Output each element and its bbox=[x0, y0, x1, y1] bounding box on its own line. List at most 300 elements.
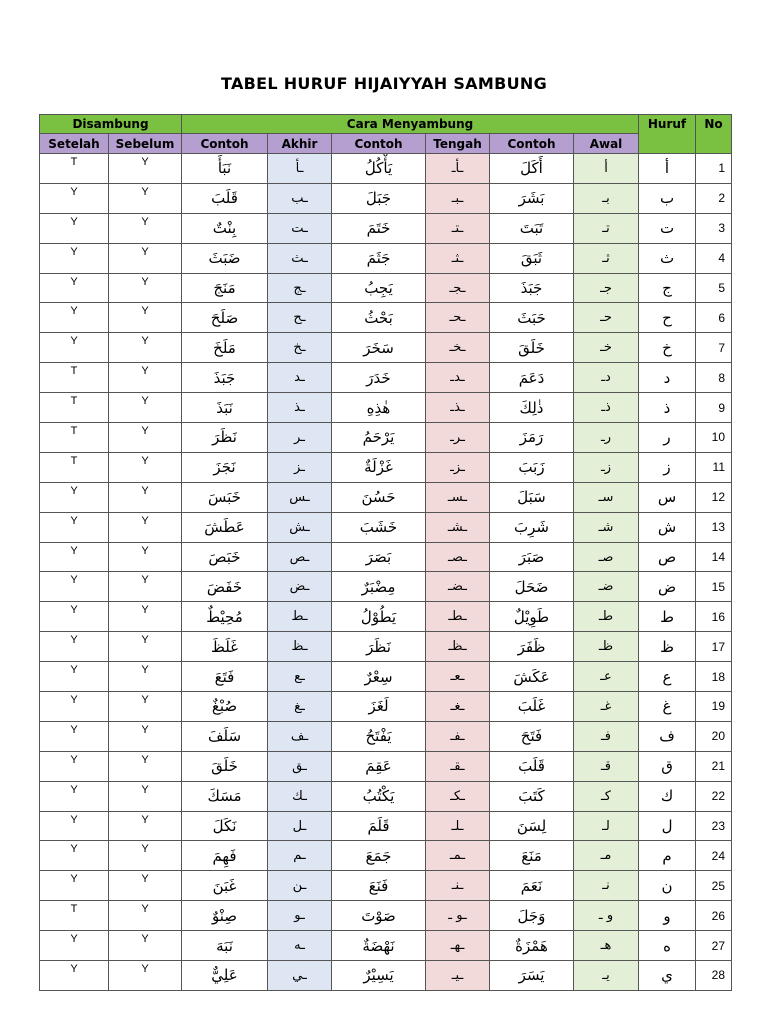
cell-sebelum: Y bbox=[109, 662, 182, 692]
cell-contoh-akhir: مُحِيْطٌ bbox=[182, 602, 268, 632]
cell-contoh-awal: ظَفَرَ bbox=[490, 632, 574, 662]
cell-awal: شـ bbox=[574, 512, 639, 542]
cell-tengah: ـقـ bbox=[426, 751, 490, 781]
cell-sebelum: Y bbox=[109, 512, 182, 542]
cell-tengah: ـو ـ bbox=[426, 901, 490, 931]
cell-awal: ثـ bbox=[574, 243, 639, 273]
cell-awal: نـ bbox=[574, 871, 639, 901]
cell-no: 12 bbox=[696, 482, 732, 512]
cell-setelah: Y bbox=[40, 542, 109, 572]
cell-no: 26 bbox=[696, 901, 732, 931]
cell-setelah: Y bbox=[40, 781, 109, 811]
cell-setelah: Y bbox=[40, 512, 109, 542]
cell-sebelum: Y bbox=[109, 363, 182, 393]
cell-sebelum: Y bbox=[109, 632, 182, 662]
cell-awal: مـ bbox=[574, 841, 639, 871]
cell-no: 6 bbox=[696, 303, 732, 333]
header-huruf: Huruf bbox=[639, 115, 696, 154]
cell-akhir: ـو bbox=[268, 901, 332, 931]
cell-contoh-akhir: نَبَذَ bbox=[182, 393, 268, 423]
cell-contoh-tengah: صَوْتَ bbox=[332, 901, 426, 931]
cell-contoh-awal: عَكَشَ bbox=[490, 662, 574, 692]
cell-awal: فـ bbox=[574, 721, 639, 751]
cell-awal: و ـ bbox=[574, 901, 639, 931]
table-row bbox=[40, 632, 732, 662]
cell-no: 13 bbox=[696, 512, 732, 542]
cell-akhir: ـح bbox=[268, 303, 332, 333]
cell-tengah: ـيـ bbox=[426, 961, 490, 991]
cell-tengah: ـكـ bbox=[426, 781, 490, 811]
cell-no: 16 bbox=[696, 602, 732, 632]
cell-contoh-awal: كَتَبَ bbox=[490, 781, 574, 811]
cell-contoh-akhir: صِنْوٌ bbox=[182, 901, 268, 931]
cell-contoh-awal: ثَبَقَ bbox=[490, 243, 574, 273]
cell-akhir: ـذ bbox=[268, 393, 332, 423]
cell-contoh-tengah: عَقِمَ bbox=[332, 751, 426, 781]
cell-tengah: ـزـ bbox=[426, 452, 490, 482]
cell-setelah: Y bbox=[40, 303, 109, 333]
table-row bbox=[40, 452, 732, 482]
cell-huruf: ر bbox=[639, 423, 696, 453]
cell-tengah: ـضـ bbox=[426, 572, 490, 602]
cell-no: 25 bbox=[696, 871, 732, 901]
cell-tengah: ـنـ bbox=[426, 871, 490, 901]
cell-contoh-akhir: غَبَنَ bbox=[182, 871, 268, 901]
cell-huruf: ص bbox=[639, 542, 696, 572]
cell-no: 17 bbox=[696, 632, 732, 662]
cell-contoh-tengah: سِعْرٌ bbox=[332, 662, 426, 692]
cell-awal: تـ bbox=[574, 213, 639, 243]
cell-sebelum: Y bbox=[109, 542, 182, 572]
cell-tengah: ـغـ bbox=[426, 692, 490, 722]
cell-contoh-akhir: نَظَرَ bbox=[182, 423, 268, 453]
table-row bbox=[40, 662, 732, 692]
cell-akhir: ـأ bbox=[268, 154, 332, 184]
cell-contoh-tengah: فَنَعَ bbox=[332, 871, 426, 901]
cell-huruf: ض bbox=[639, 572, 696, 602]
cell-contoh-akhir: مَسَكَ bbox=[182, 781, 268, 811]
cell-huruf: ث bbox=[639, 243, 696, 273]
cell-sebelum: Y bbox=[109, 423, 182, 453]
cell-akhir: ـج bbox=[268, 273, 332, 303]
cell-awal: يـ bbox=[574, 961, 639, 991]
cell-contoh-tengah: يَجِبُ bbox=[332, 273, 426, 303]
cell-akhir: ـث bbox=[268, 243, 332, 273]
cell-setelah: T bbox=[40, 901, 109, 931]
cell-setelah: Y bbox=[40, 183, 109, 213]
cell-akhir: ـخ bbox=[268, 333, 332, 363]
cell-tengah: ـبـ bbox=[426, 183, 490, 213]
cell-awal: ذـ bbox=[574, 393, 639, 423]
cell-sebelum: Y bbox=[109, 213, 182, 243]
cell-sebelum: Y bbox=[109, 751, 182, 781]
cell-contoh-akhir: قَلَبَ bbox=[182, 183, 268, 213]
table-row bbox=[40, 183, 732, 213]
cell-huruf: ي bbox=[639, 961, 696, 991]
cell-setelah: T bbox=[40, 363, 109, 393]
cell-no: 21 bbox=[696, 751, 732, 781]
cell-akhir: ـك bbox=[268, 781, 332, 811]
table-row bbox=[40, 781, 732, 811]
cell-contoh-akhir: سَلَفَ bbox=[182, 721, 268, 751]
cell-contoh-awal: رَمَزَ bbox=[490, 423, 574, 453]
cell-tengah: ـأـ bbox=[426, 154, 490, 184]
cell-huruf: غ bbox=[639, 692, 696, 722]
cell-sebelum: Y bbox=[109, 692, 182, 722]
cell-setelah: T bbox=[40, 393, 109, 423]
cell-no: 7 bbox=[696, 333, 732, 363]
header-tengah: Tengah bbox=[426, 134, 490, 154]
cell-no: 9 bbox=[696, 393, 732, 423]
table-row bbox=[40, 721, 732, 751]
cell-akhir: ـم bbox=[268, 841, 332, 871]
cell-huruf: ف bbox=[639, 721, 696, 751]
cell-huruf: ب bbox=[639, 183, 696, 213]
cell-setelah: Y bbox=[40, 662, 109, 692]
cell-contoh-awal: حَبَثَ bbox=[490, 303, 574, 333]
cell-no: 15 bbox=[696, 572, 732, 602]
page-title: TABEL HURUF HIJAIYYAH SAMBUNG bbox=[221, 74, 547, 93]
cell-awal: خـ bbox=[574, 333, 639, 363]
cell-no: 2 bbox=[696, 183, 732, 213]
cell-akhir: ـض bbox=[268, 572, 332, 602]
cell-contoh-awal: هَمْزَةٌ bbox=[490, 931, 574, 961]
cell-contoh-tengah: هٰذِهِ bbox=[332, 393, 426, 423]
cell-setelah: Y bbox=[40, 632, 109, 662]
cell-akhir: ـز bbox=[268, 452, 332, 482]
cell-sebelum: Y bbox=[109, 452, 182, 482]
cell-akhir: ـغ bbox=[268, 692, 332, 722]
cell-sebelum: Y bbox=[109, 931, 182, 961]
table-row bbox=[40, 871, 732, 901]
header-disambung: Disambung bbox=[40, 115, 182, 134]
cell-no: 4 bbox=[696, 243, 732, 273]
cell-contoh-awal: وَجَلَ bbox=[490, 901, 574, 931]
table-row bbox=[40, 273, 732, 303]
cell-contoh-tengah: مِضْبَرٌ bbox=[332, 572, 426, 602]
table-row bbox=[40, 393, 732, 423]
table-row bbox=[40, 423, 732, 453]
cell-akhir: ـل bbox=[268, 811, 332, 841]
cell-contoh-akhir: صَلَحَ bbox=[182, 303, 268, 333]
cell-tengah: ـظـ bbox=[426, 632, 490, 662]
cell-awal: دـ bbox=[574, 363, 639, 393]
cell-awal: بـ bbox=[574, 183, 639, 213]
cell-contoh-tengah: جَبَلَ bbox=[332, 183, 426, 213]
cell-awal: زـ bbox=[574, 452, 639, 482]
cell-contoh-awal: نَعَمَ bbox=[490, 871, 574, 901]
cell-contoh-tengah: خَشَبَ bbox=[332, 512, 426, 542]
cell-contoh-awal: شَرِبَ bbox=[490, 512, 574, 542]
cell-huruf: ط bbox=[639, 602, 696, 632]
cell-tengah: ـمـ bbox=[426, 841, 490, 871]
header-contoh-tengah: Contoh bbox=[332, 134, 426, 154]
cell-no: 24 bbox=[696, 841, 732, 871]
cell-no: 11 bbox=[696, 452, 732, 482]
cell-no: 14 bbox=[696, 542, 732, 572]
cell-sebelum: Y bbox=[109, 811, 182, 841]
cell-awal: سـ bbox=[574, 482, 639, 512]
cell-contoh-tengah: يَأْكُلُ bbox=[332, 154, 426, 184]
cell-contoh-tengah: جَثَمَ bbox=[332, 243, 426, 273]
cell-huruf: أ bbox=[639, 154, 696, 184]
cell-huruf: س bbox=[639, 482, 696, 512]
cell-contoh-akhir: نَجَزَ bbox=[182, 452, 268, 482]
cell-contoh-akhir: خَفَضَ bbox=[182, 572, 268, 602]
cell-contoh-tengah: نَظَرَ bbox=[332, 632, 426, 662]
cell-contoh-akhir: غَلَظَ bbox=[182, 632, 268, 662]
cell-huruf: ش bbox=[639, 512, 696, 542]
cell-setelah: Y bbox=[40, 751, 109, 781]
cell-contoh-akhir: عَلِيٌّ bbox=[182, 961, 268, 991]
cell-huruf: ج bbox=[639, 273, 696, 303]
header-contoh-akhir: Contoh bbox=[182, 134, 268, 154]
cell-no: 28 bbox=[696, 961, 732, 991]
cell-akhir: ـد bbox=[268, 363, 332, 393]
header-cara-menyambung: Cara Menyambung bbox=[182, 115, 639, 134]
cell-sebelum: Y bbox=[109, 602, 182, 632]
cell-tengah: ـجـ bbox=[426, 273, 490, 303]
cell-awal: جـ bbox=[574, 273, 639, 303]
cell-awal: غـ bbox=[574, 692, 639, 722]
cell-akhir: ـق bbox=[268, 751, 332, 781]
cell-awal: لـ bbox=[574, 811, 639, 841]
cell-sebelum: Y bbox=[109, 393, 182, 423]
cell-setelah: Y bbox=[40, 572, 109, 602]
cell-setelah: Y bbox=[40, 482, 109, 512]
cell-no: 18 bbox=[696, 662, 732, 692]
cell-sebelum: Y bbox=[109, 961, 182, 991]
cell-contoh-tengah: قَلَمَ bbox=[332, 811, 426, 841]
cell-setelah: Y bbox=[40, 692, 109, 722]
cell-contoh-akhir: ضَبَثَ bbox=[182, 243, 268, 273]
cell-contoh-awal: يَسَرَ bbox=[490, 961, 574, 991]
cell-contoh-awal: تَبَتَ bbox=[490, 213, 574, 243]
cell-tengah: ـسـ bbox=[426, 482, 490, 512]
cell-contoh-akhir: نَبَأَ bbox=[182, 154, 268, 184]
cell-sebelum: Y bbox=[109, 243, 182, 273]
cell-huruf: ت bbox=[639, 213, 696, 243]
cell-tengah: ـدـ bbox=[426, 363, 490, 393]
cell-contoh-awal: قَلَبَ bbox=[490, 751, 574, 781]
cell-setelah: Y bbox=[40, 273, 109, 303]
cell-akhir: ـي bbox=[268, 961, 332, 991]
cell-contoh-awal: لِسَنَ bbox=[490, 811, 574, 841]
cell-awal: أ bbox=[574, 154, 639, 184]
cell-contoh-tengah: خَتَمَ bbox=[332, 213, 426, 243]
cell-no: 22 bbox=[696, 781, 732, 811]
cell-contoh-akhir: جَبَذَ bbox=[182, 363, 268, 393]
cell-sebelum: Y bbox=[109, 841, 182, 871]
cell-no: 23 bbox=[696, 811, 732, 841]
cell-setelah: T bbox=[40, 154, 109, 184]
cell-contoh-tengah: يَطُوْلُ bbox=[332, 602, 426, 632]
cell-contoh-akhir: خَبَصَ bbox=[182, 542, 268, 572]
cell-contoh-akhir: مَنَجَ bbox=[182, 273, 268, 303]
header-akhir: Akhir bbox=[268, 134, 332, 154]
cell-tengah: ـطـ bbox=[426, 602, 490, 632]
cell-awal: ضـ bbox=[574, 572, 639, 602]
cell-setelah: Y bbox=[40, 213, 109, 243]
cell-contoh-tengah: يَفْتَحُ bbox=[332, 721, 426, 751]
cell-huruf: ك bbox=[639, 781, 696, 811]
cell-huruf: ق bbox=[639, 751, 696, 781]
table-row bbox=[40, 363, 732, 393]
table-row bbox=[40, 213, 732, 243]
cell-huruf: د bbox=[639, 363, 696, 393]
cell-contoh-awal: زَبَبَ bbox=[490, 452, 574, 482]
cell-huruf: ذ bbox=[639, 393, 696, 423]
cell-huruf: و bbox=[639, 901, 696, 931]
cell-sebelum: Y bbox=[109, 273, 182, 303]
cell-sebelum: Y bbox=[109, 482, 182, 512]
table-row bbox=[40, 602, 732, 632]
header-awal: Awal bbox=[574, 134, 639, 154]
cell-contoh-akhir: خَبَسَ bbox=[182, 482, 268, 512]
table-row bbox=[40, 811, 732, 841]
cell-tengah: ـحـ bbox=[426, 303, 490, 333]
cell-contoh-awal: خَلَقَ bbox=[490, 333, 574, 363]
cell-tengah: ـشـ bbox=[426, 512, 490, 542]
cell-akhir: ـب bbox=[268, 183, 332, 213]
cell-no: 5 bbox=[696, 273, 732, 303]
table-row bbox=[40, 333, 732, 363]
cell-tengah: ـلـ bbox=[426, 811, 490, 841]
cell-awal: قـ bbox=[574, 751, 639, 781]
cell-awal: صـ bbox=[574, 542, 639, 572]
cell-sebelum: Y bbox=[109, 303, 182, 333]
cell-contoh-tengah: خَدَرَ bbox=[332, 363, 426, 393]
cell-huruf: ع bbox=[639, 662, 696, 692]
cell-contoh-tengah: بَصَرَ bbox=[332, 542, 426, 572]
cell-contoh-tengah: غَزْلَةٌ bbox=[332, 452, 426, 482]
table-row bbox=[40, 303, 732, 333]
cell-contoh-awal: غَلَبَ bbox=[490, 692, 574, 722]
cell-tengah: ـذـ bbox=[426, 393, 490, 423]
header-sebelum: Sebelum bbox=[109, 134, 182, 154]
cell-akhir: ـن bbox=[268, 871, 332, 901]
table-row bbox=[40, 931, 732, 961]
cell-setelah: Y bbox=[40, 931, 109, 961]
cell-contoh-akhir: صُبْغٌ bbox=[182, 692, 268, 722]
cell-setelah: T bbox=[40, 452, 109, 482]
cell-sebelum: Y bbox=[109, 781, 182, 811]
cell-contoh-akhir: فَتَعَ bbox=[182, 662, 268, 692]
cell-huruf: ل bbox=[639, 811, 696, 841]
cell-akhir: ـط bbox=[268, 602, 332, 632]
cell-setelah: Y bbox=[40, 243, 109, 273]
cell-awal: حـ bbox=[574, 303, 639, 333]
cell-setelah: Y bbox=[40, 811, 109, 841]
table-row bbox=[40, 482, 732, 512]
cell-akhir: ـع bbox=[268, 662, 332, 692]
cell-contoh-akhir: مَلَخَ bbox=[182, 333, 268, 363]
cell-sebelum: Y bbox=[109, 183, 182, 213]
cell-setelah: Y bbox=[40, 871, 109, 901]
cell-contoh-akhir: نَكَلَ bbox=[182, 811, 268, 841]
cell-setelah: T bbox=[40, 423, 109, 453]
cell-setelah: Y bbox=[40, 841, 109, 871]
cell-setelah: Y bbox=[40, 721, 109, 751]
cell-contoh-tengah: سَخَرَ bbox=[332, 333, 426, 363]
cell-awal: طـ bbox=[574, 602, 639, 632]
header-setelah: Setelah bbox=[40, 134, 109, 154]
table-row bbox=[40, 692, 732, 722]
cell-no: 3 bbox=[696, 213, 732, 243]
cell-huruf: م bbox=[639, 841, 696, 871]
table-row bbox=[40, 512, 732, 542]
cell-contoh-awal: أَكَلَ bbox=[490, 154, 574, 184]
table-row bbox=[40, 961, 732, 991]
cell-contoh-awal: جَبَذَ bbox=[490, 273, 574, 303]
cell-akhir: ـص bbox=[268, 542, 332, 572]
cell-contoh-tengah: بَحْثُ bbox=[332, 303, 426, 333]
cell-contoh-awal: سَبَلَ bbox=[490, 482, 574, 512]
cell-tengah: ـخـ bbox=[426, 333, 490, 363]
cell-contoh-tengah: حَسُنَ bbox=[332, 482, 426, 512]
cell-setelah: Y bbox=[40, 333, 109, 363]
cell-tengah: ـعـ bbox=[426, 662, 490, 692]
cell-contoh-akhir: نَبَهَ bbox=[182, 931, 268, 961]
cell-contoh-awal: دَعَمَ bbox=[490, 363, 574, 393]
cell-sebelum: Y bbox=[109, 333, 182, 363]
table-row bbox=[40, 572, 732, 602]
cell-contoh-akhir: خَلَقَ bbox=[182, 751, 268, 781]
cell-no: 8 bbox=[696, 363, 732, 393]
cell-huruf: ن bbox=[639, 871, 696, 901]
cell-akhir: ـس bbox=[268, 482, 332, 512]
cell-tengah: ـهـ bbox=[426, 931, 490, 961]
cell-sebelum: Y bbox=[109, 901, 182, 931]
cell-awal: عـ bbox=[574, 662, 639, 692]
cell-tengah: ـرـ bbox=[426, 423, 490, 453]
cell-contoh-tengah: يَكْتُبُ bbox=[332, 781, 426, 811]
cell-no: 20 bbox=[696, 721, 732, 751]
cell-akhir: ـه bbox=[268, 931, 332, 961]
cell-contoh-tengah: يَسِيْرٌ bbox=[332, 961, 426, 991]
hijaiyyah-table bbox=[39, 114, 732, 991]
cell-contoh-tengah: نَهْضَةٌ bbox=[332, 931, 426, 961]
cell-awal: هـ bbox=[574, 931, 639, 961]
header-contoh-awal: Contoh bbox=[490, 134, 574, 154]
cell-tengah: ـصـ bbox=[426, 542, 490, 572]
cell-contoh-awal: طَوِيْلٌ bbox=[490, 602, 574, 632]
cell-contoh-tengah: لَغَزَ bbox=[332, 692, 426, 722]
cell-contoh-akhir: فَهِمَ bbox=[182, 841, 268, 871]
cell-no: 1 bbox=[696, 154, 732, 184]
cell-akhir: ـظ bbox=[268, 632, 332, 662]
cell-huruf: ه bbox=[639, 931, 696, 961]
cell-tengah: ـثـ bbox=[426, 243, 490, 273]
cell-contoh-awal: ضَحَلَ bbox=[490, 572, 574, 602]
cell-contoh-tengah: يَرْحَمُ bbox=[332, 423, 426, 453]
table-row bbox=[40, 901, 732, 931]
header-no: No bbox=[696, 115, 732, 154]
cell-contoh-awal: بَشَرَ bbox=[490, 183, 574, 213]
cell-contoh-awal: ذٰلِكَ bbox=[490, 393, 574, 423]
cell-sebelum: Y bbox=[109, 572, 182, 602]
cell-huruf: خ bbox=[639, 333, 696, 363]
cell-awal: رـ bbox=[574, 423, 639, 453]
cell-contoh-awal: مَنَعَ bbox=[490, 841, 574, 871]
cell-sebelum: Y bbox=[109, 871, 182, 901]
cell-huruf: ح bbox=[639, 303, 696, 333]
cell-sebelum: Y bbox=[109, 721, 182, 751]
cell-akhir: ـر bbox=[268, 423, 332, 453]
cell-awal: كـ bbox=[574, 781, 639, 811]
table-row bbox=[40, 751, 732, 781]
table-row bbox=[40, 542, 732, 572]
